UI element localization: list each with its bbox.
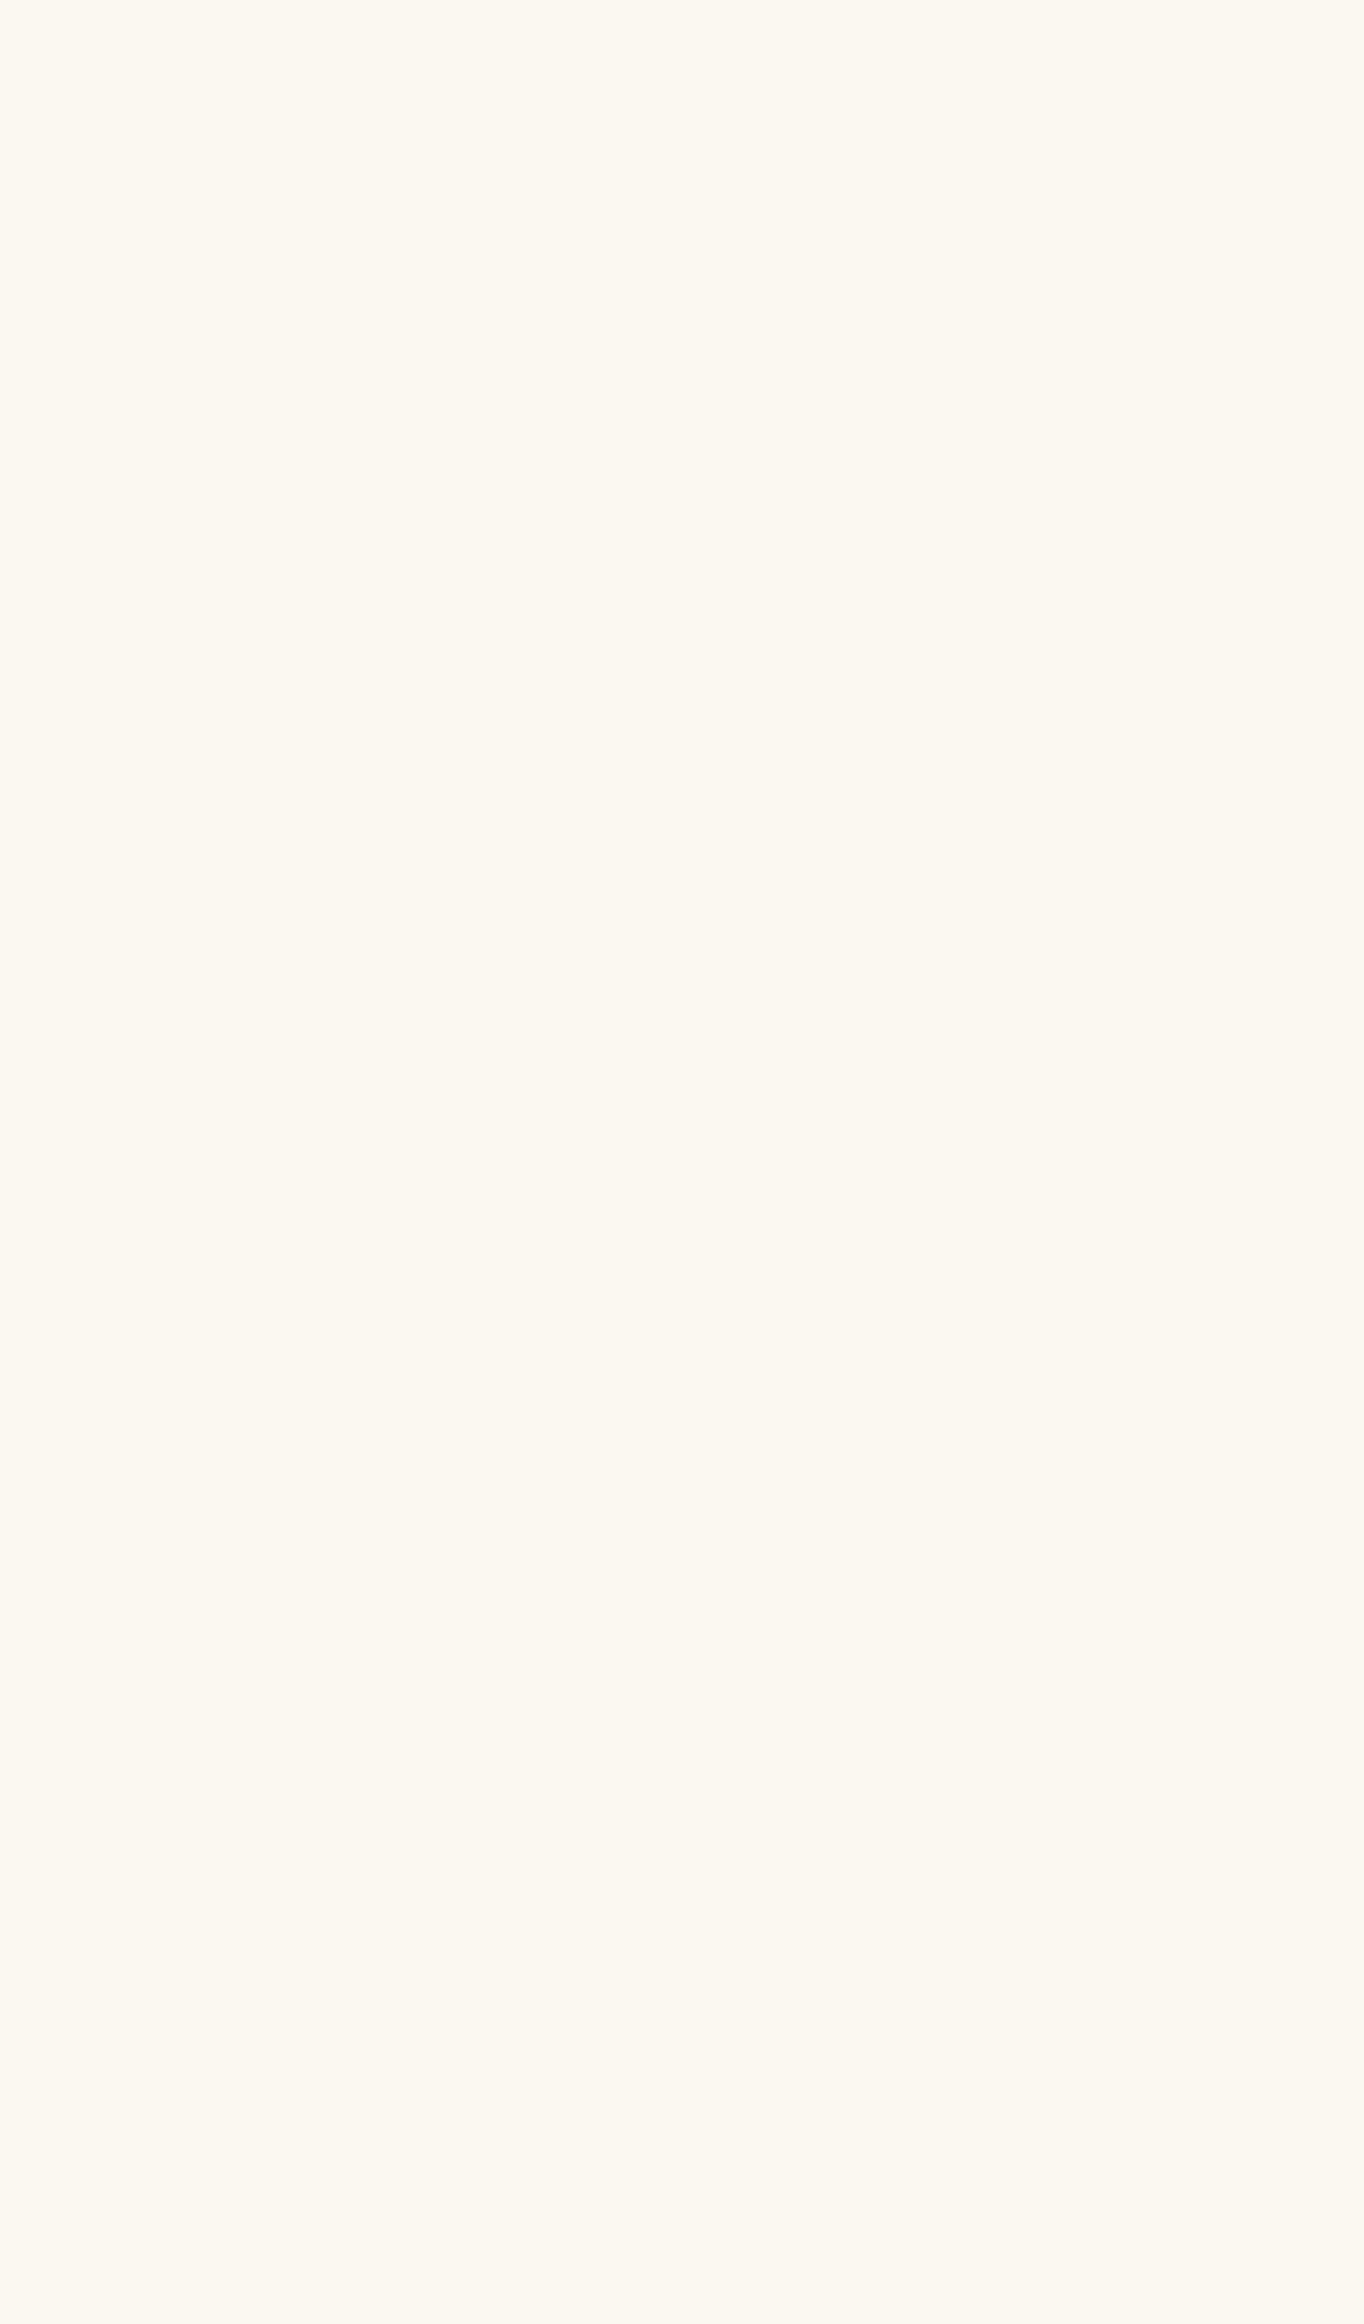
verse-line: [174, 186, 1224, 234]
verse-line: [174, 234, 1224, 282]
play-text: [174, 138, 1224, 330]
page-header: [0, 62, 1364, 132]
verse-block: [174, 186, 1224, 282]
